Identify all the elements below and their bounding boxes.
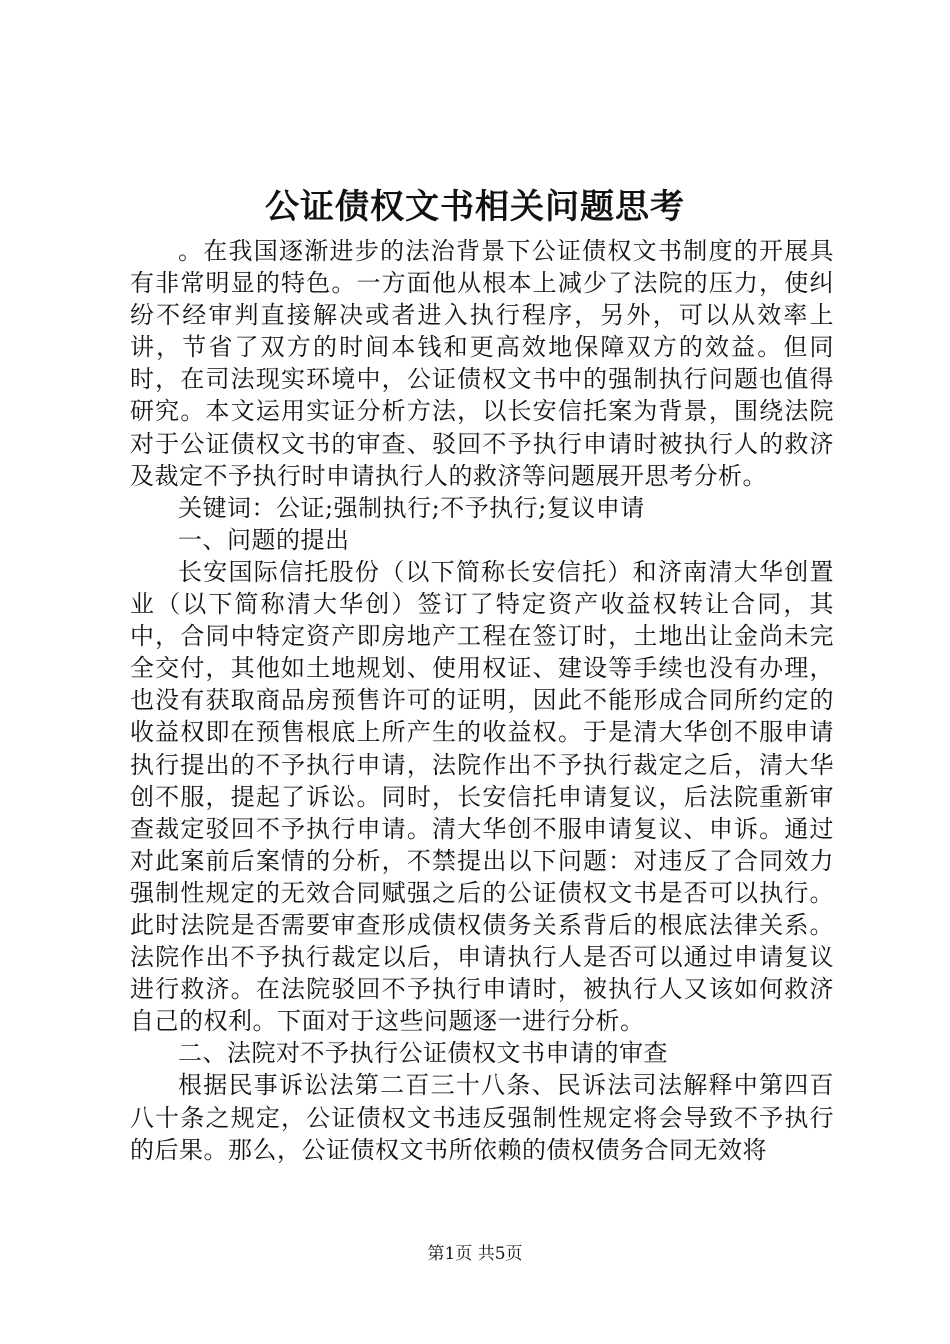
document-body	[130, 235, 834, 1166]
case-paragraph: 长安国际信托股份（以下简称长安信托）和济南清大华创置业（以下简称清大华创）签订了特定资产收益权转让合同，其中，合同中特定资产即房地产工程在签订时，土地出让金尚未完全交付，其他如土地规划、使用权证、建设等手续也没有办理，也没有获取商品房预售许可的证明，因此不能形成合同所约定的收益权即在预售根底上所产生的收益权。于是清大华创不服申请执行提出的不予执行申请，法院作出不予执行裁定之后，清大华创不服，提起了诉讼。同时，长安信托申请复议，后法院重新审查裁定驳回不予执行申请。清大华创不服申请复议、申诉。通过对此案前后案情的分析，不禁提出以下问题：对违反了合同效力强制性规定的无效合同赋强之后的公证债权文书是否可以执行。此时法院是否需要审查形成债权债务关系背后的根底法律关系。法院作出不予执行裁定以后，申请执行人是否可以通过申请复议进行救济。在法院驳回不予执行申请时，被执行人又该如何救济自己的权利。下面对于这些问题逐一进行分析。	[130, 557, 834, 1036]
section-heading-2: 二、法院对不予执行公证债权文书申请的审查	[178, 1039, 668, 1068]
section-heading-1: 一、问题的提出	[178, 525, 350, 554]
law-paragraph: 根据民事诉讼法第二百三十八条、民诉法司法解释中第四百八十条之规定，公证债权文书违反强制性规定将会导致不予执行的后果。那么，公证债权文书所依赖的债权债务合同无效将	[130, 1071, 834, 1164]
keywords-paragraph: 关键词：公证;强制执行;不予执行;复议申请	[178, 493, 645, 522]
abstract-paragraph: 。在我国逐渐进步的法治背景下公证债权文书制度的开展具有非常明显的特色。一方面他从根本上减少了法院的压力，使纠纷不经审判直接解决或者进入执行程序，另外，可以从效率上讲，节省了双方的时间本钱和更高效地保障双方的效益。但同时，在司法现实环境中，公证债权文书中的强制执行问题也值得研究。本文运用实证分析方法，以长安信托案为背景，围绕法院对于公证债权文书的审查、驳回不予执行申请时被执行人的救济及裁定不予执行时申请执行人的救济等问题展开思考分析。	[130, 237, 834, 490]
document-title: 公证债权文书相关问题思考	[265, 187, 685, 227]
page-footer: 第1页 共5页	[427, 1244, 523, 1264]
